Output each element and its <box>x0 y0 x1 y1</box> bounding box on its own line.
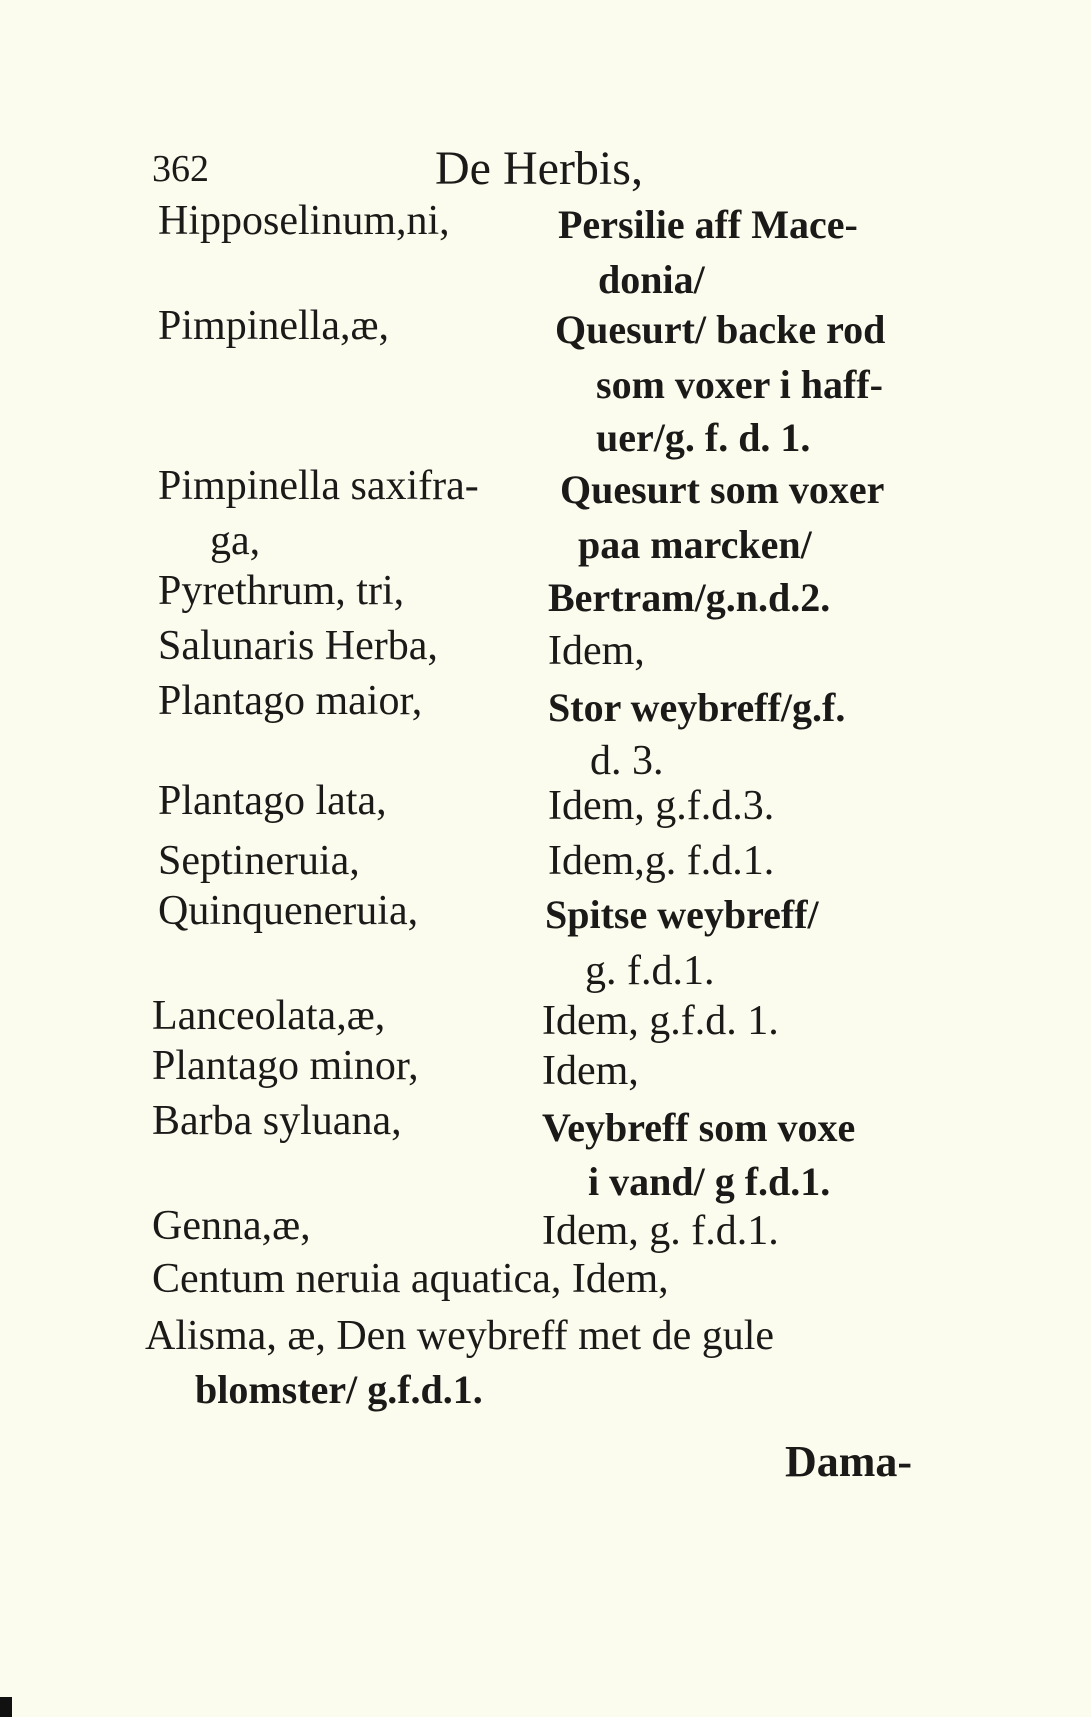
danish-translation: g. f.d.1. <box>585 948 715 994</box>
danish-translation: Idem, g.f.d. 1. <box>542 998 779 1044</box>
latin-entry: Plantago lata, <box>158 778 387 824</box>
latin-entry: Plantago maior, <box>158 678 423 724</box>
danish-translation: Idem, <box>542 1048 639 1094</box>
danish-translation: Veybreff som voxe <box>542 1105 856 1150</box>
danish-translation: donia/ <box>598 257 705 302</box>
page-number: 362 <box>152 148 209 190</box>
latin-entry: ga, <box>210 518 261 564</box>
scan-edge-mark <box>0 1697 12 1717</box>
danish-translation: Persilie aff Mace- <box>558 202 858 247</box>
full-line-entry: blomster/ g.f.d.1. <box>195 1367 483 1412</box>
latin-entry: Lanceolata,æ, <box>152 993 386 1039</box>
latin-entry: Hipposelinum,ni, <box>158 198 450 244</box>
danish-translation: Idem, <box>548 628 645 674</box>
latin-entry: Genna,æ, <box>152 1203 311 1249</box>
full-line-entry: Centum neruia aquatica, Idem, <box>152 1256 669 1302</box>
latin-entry: Septineruia, <box>158 838 360 884</box>
catchword: Dama- <box>785 1437 913 1486</box>
danish-translation: Quesurt/ backe rod <box>555 307 886 352</box>
danish-translation: Spitse weybreff/ <box>545 892 819 937</box>
danish-translation: paa marcken/ <box>578 522 812 567</box>
latin-entry: Pimpinella,æ, <box>158 303 389 349</box>
danish-translation: Stor weybreff/g.f. <box>548 685 846 730</box>
danish-translation: Idem, g. f.d.1. <box>542 1208 779 1254</box>
latin-entry: Salunaris Herba, <box>158 623 438 669</box>
latin-entry: Plantago minor, <box>152 1043 419 1089</box>
running-head: De Herbis, <box>435 142 643 195</box>
danish-translation: d. 3. <box>590 738 664 784</box>
full-line-entry: Alisma, æ, Den weybreff met de gule <box>145 1313 775 1359</box>
danish-translation: Idem,g. f.d.1. <box>548 838 775 884</box>
danish-translation: som voxer i haff- <box>596 362 883 407</box>
danish-translation: i vand/ g f.d.1. <box>588 1159 831 1204</box>
danish-translation: Quesurt som voxer <box>560 467 885 512</box>
danish-translation: uer/g. f. d. 1. <box>596 415 811 460</box>
danish-translation: Idem, g.f.d.3. <box>548 783 775 829</box>
latin-entry: Pyrethrum, tri, <box>158 568 405 614</box>
latin-entry: Barba syluana, <box>152 1098 402 1144</box>
latin-entry: Pimpinella saxifra- <box>158 463 479 509</box>
danish-translation: Bertram/g.n.d.2. <box>548 575 831 620</box>
latin-entry: Quinqueneruia, <box>158 888 419 934</box>
